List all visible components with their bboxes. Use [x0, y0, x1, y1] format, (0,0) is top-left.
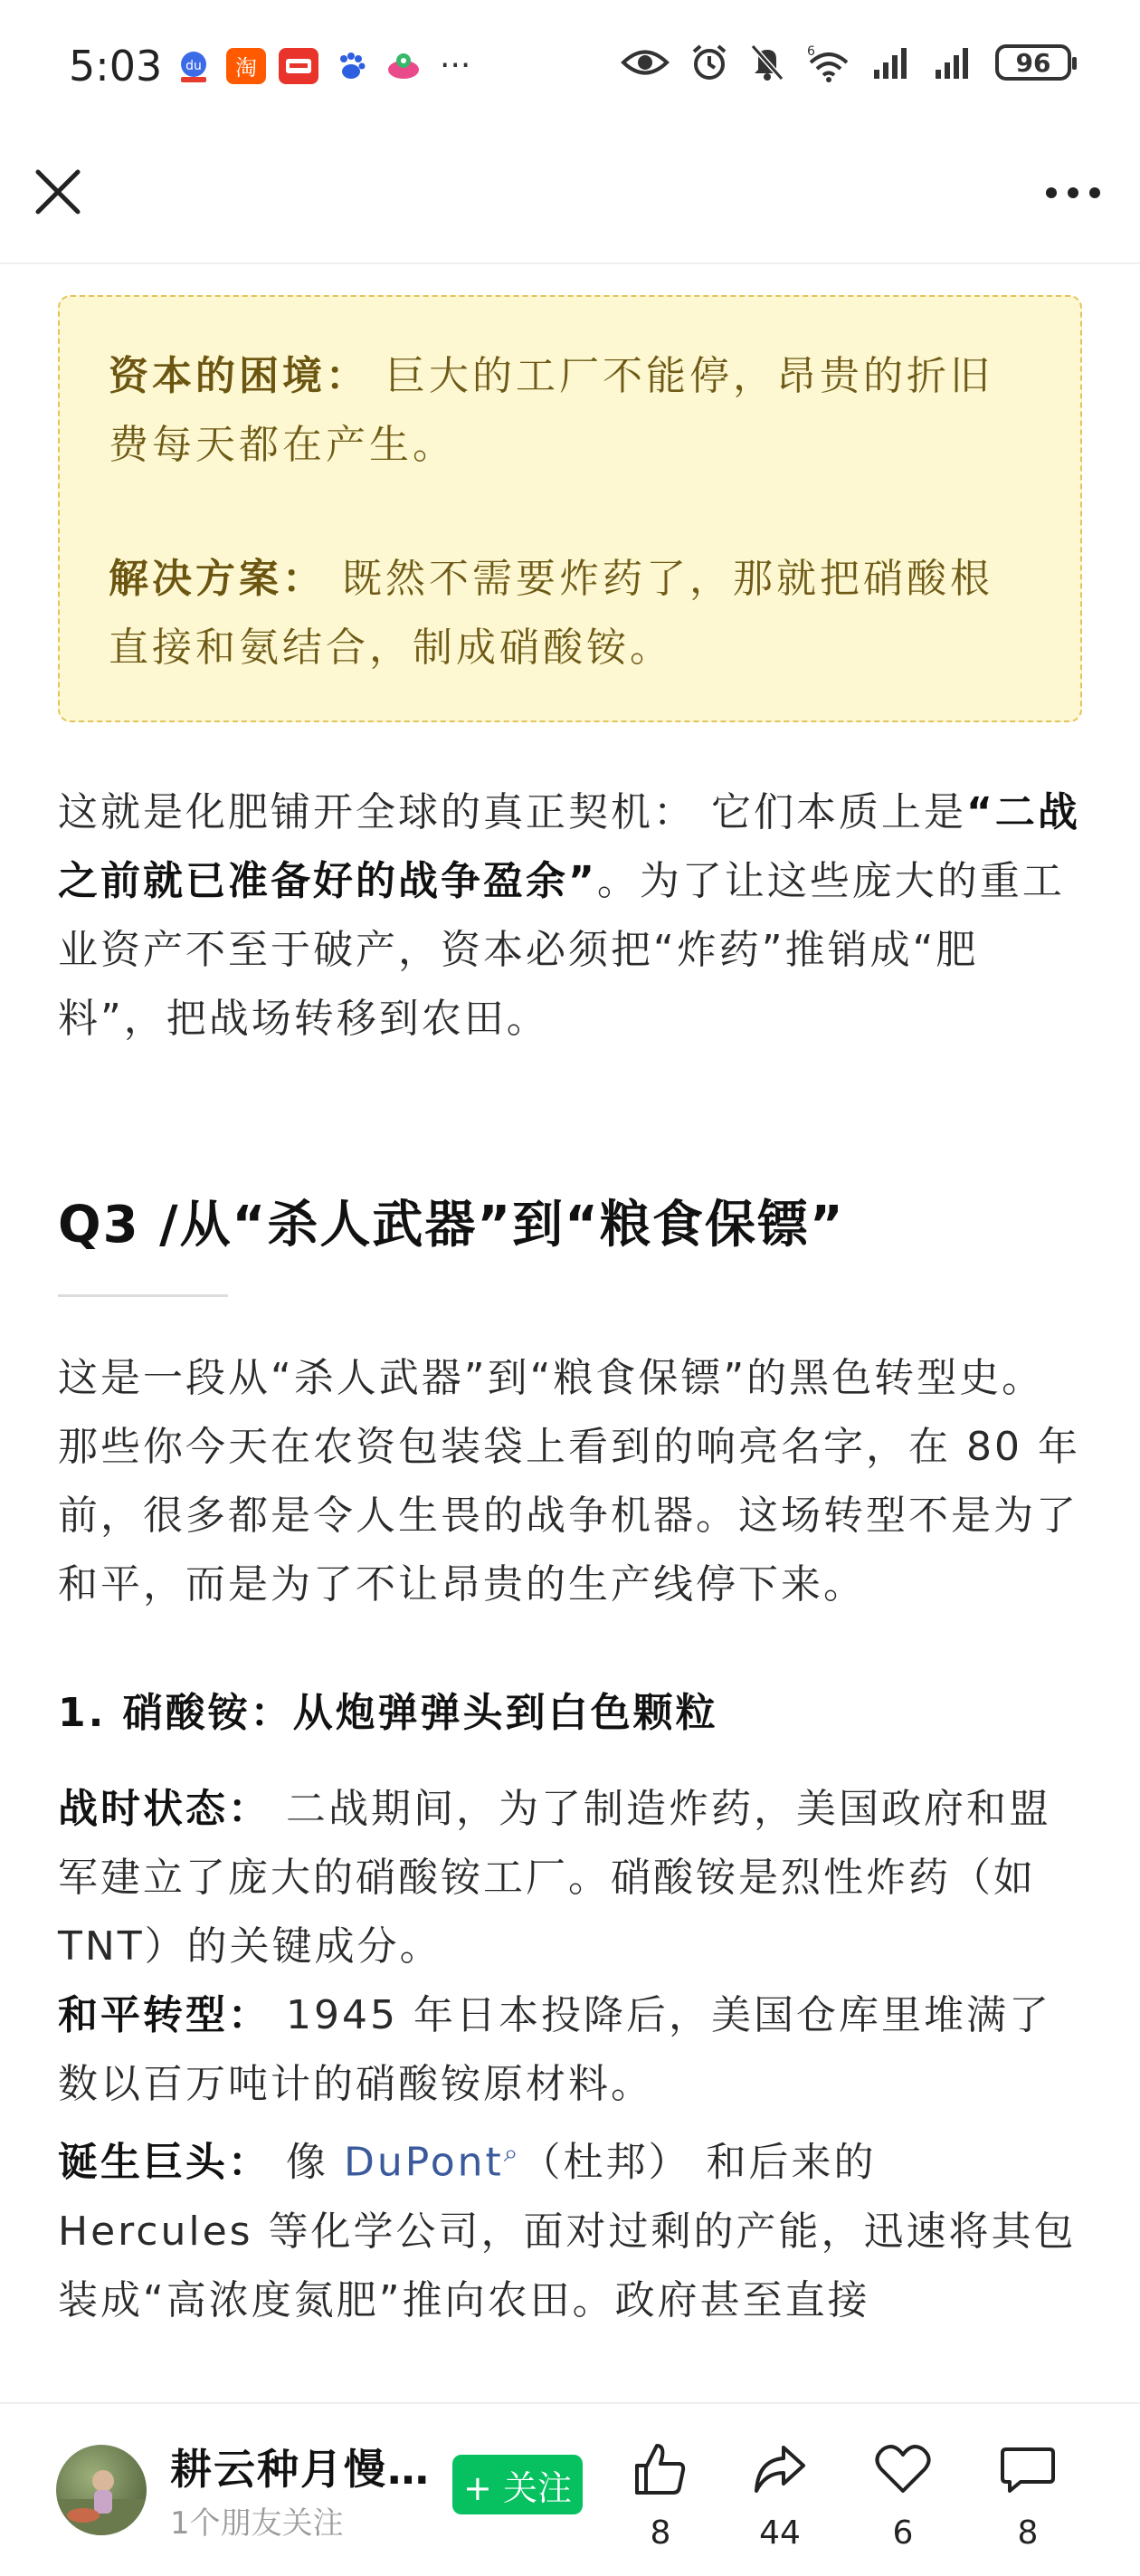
article-body: [58, 295, 1084, 2335]
fact-peace-label: 和平转型：: [58, 1992, 271, 2038]
like-count: 8: [650, 2514, 671, 2552]
status-time: 5:03: [69, 42, 163, 91]
bottom-action-bar: [0, 2402, 1140, 2576]
more-notifications-icon: ···: [440, 47, 471, 84]
svg-text:6: 6: [807, 44, 815, 59]
note-solution: [109, 545, 1031, 682]
paragraph-q3-intro: 这是一段从“杀人武器”到“粮食保镖”的黑色转型史。那些你今天在农资包装袋上看到的响亮名字，在 80 年前，很多都是令人生畏的战争机器。这场转型不是为了和平，而是为了不让昂贵的生产线停下来。: [58, 1355, 1080, 1608]
note-solution-text: 既然不需要炸药了，那就把硝酸根直接和氨结合，制成硝酸铵。: [109, 556, 993, 671]
paragraph-intro-lead: 这就是化肥铺开全球的真正契机： 它们本质上是: [58, 789, 966, 835]
highlight-note-box: [58, 295, 1082, 722]
system-icons: [621, 42, 1071, 83]
game-app-icon: [384, 48, 423, 84]
paragraph-intro: [58, 778, 1084, 1054]
comment-bubble-icon: [999, 2440, 1057, 2498]
subsection-heading-ammonium-nitrate: 1. 硝酸铵：从炮弹弹头到白色颗粒: [58, 1690, 718, 1736]
share-count: 44: [759, 2514, 801, 2552]
news-app-icon: [279, 48, 318, 84]
alarm-icon: [689, 42, 729, 83]
author-avatar[interactable]: [56, 2445, 147, 2535]
fact-wartime-label: 战时状态：: [58, 1786, 271, 1832]
battery-level: 96: [1015, 47, 1051, 78]
paragraph-intro-bold: “二战之前就已准备好的战争盈余”: [58, 789, 1080, 904]
like-button[interactable]: [615, 2440, 706, 2552]
baidu-map-icon: [174, 48, 214, 84]
heading-divider: [58, 1294, 228, 1297]
note-challenge: [109, 342, 1031, 480]
fact-wartime: [58, 1775, 1084, 1981]
close-icon[interactable]: [31, 165, 85, 219]
status-bar: [0, 0, 1140, 136]
baidu-icon: [331, 48, 371, 84]
friends-following: 1个朋友关注: [170, 2505, 344, 2542]
share-arrow-icon: [751, 2440, 809, 2498]
eye-comfort-icon: [621, 42, 670, 83]
favorite-count: 6: [892, 2514, 914, 2552]
share-button[interactable]: [735, 2440, 825, 2552]
note-solution-label: 解决方案：: [109, 556, 326, 602]
note-challenge-label: 资本的困境：: [109, 353, 369, 399]
fact-list: [58, 1775, 1084, 2335]
signal-icon-2: [934, 42, 975, 83]
fact-peace-text: 1945 年日本投降后，美国仓库里堆满了数以百万吨计的硝酸铵原材料。: [58, 1992, 1051, 2107]
fact-giant-label: 诞生巨头：: [58, 2139, 271, 2186]
comment-button[interactable]: [983, 2440, 1073, 2552]
taobao-label: 淘: [235, 55, 257, 81]
favorite-button[interactable]: [858, 2440, 948, 2552]
fact-wartime-text: 二战期间，为了制造炸药，美国政府和盟军建立了庞大的硝酸铵工厂。硝酸铵是烈性炸药（如 TNT）的关键成分。: [58, 1786, 1051, 1970]
fact-peace: [58, 1981, 1084, 2119]
svg-text:du: du: [185, 58, 202, 73]
mute-bell-icon: [749, 42, 785, 83]
search-icon[interactable]: ⌕: [503, 2138, 521, 2168]
fact-giant-pre: 像: [286, 2139, 344, 2186]
signal-icon-1: [872, 42, 914, 83]
note-challenge-text: 巨大的工厂不能停，昂贵的折旧费每天都在产生。: [109, 353, 993, 468]
heart-icon: [874, 2440, 932, 2498]
notification-app-icons: [174, 47, 470, 84]
article-nav-bar: [0, 136, 1140, 264]
battery-icon: [995, 44, 1071, 81]
more-icon[interactable]: [1040, 170, 1106, 215]
comment-count: 8: [1017, 2514, 1039, 2552]
fact-giant: [58, 2119, 1084, 2335]
wifi-6-icon: [805, 42, 852, 83]
follow-button[interactable]: + 关注: [452, 2455, 583, 2514]
author-name[interactable]: 耕云种月慢…: [170, 2445, 431, 2494]
taobao-icon: [226, 48, 266, 84]
paragraph-intro-tail: 。为了让这些庞大的重工业资产不至于破产，资本必须把“炸药”推销成“肥料”，把战场转移到农田。: [58, 858, 1065, 1042]
fact-giant-text: （杜邦） 和后来的 Hercules 等化学公司，面对过剩的产能，迅速将其包装成“高浓度氮肥”推向农田。政府甚至直接: [58, 2139, 1077, 2323]
dupont-search-link[interactable]: DuPont: [344, 2139, 504, 2186]
section-heading-q3: Q3 /从“杀人武器”到“粮食保镖”: [58, 1196, 845, 1255]
thumbs-up-icon: [632, 2440, 689, 2498]
